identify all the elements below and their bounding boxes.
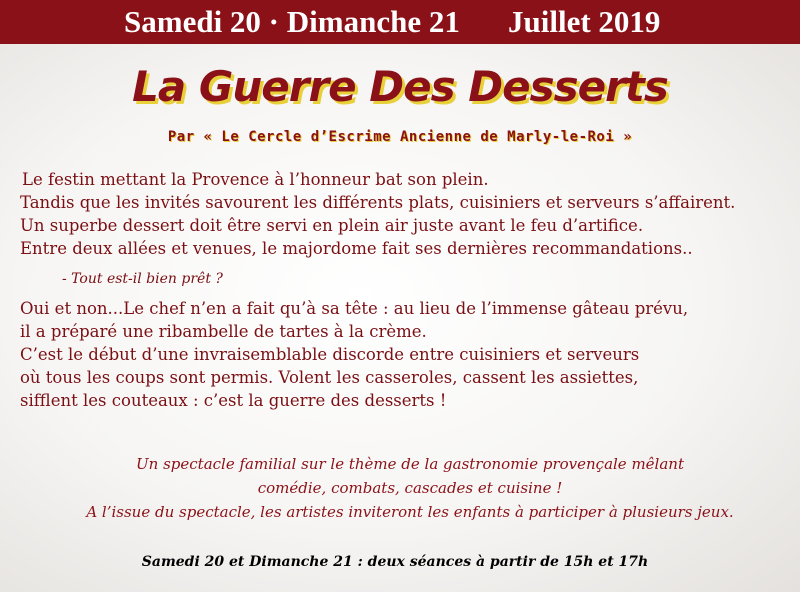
synopsis-line: C’est le début d’une invraisemblable discorde entre cuisiniers et serveurs [20,345,640,364]
synopsis-paragraph-2 [20,297,688,412]
organizer-subtitle: Par « Le Cercle d’Escrime Ancienne de Marly-le-Roi » [167,129,633,145]
majordome-quote: - Tout est-il bien prêt ? [62,271,223,287]
schedule-line: Samedi 20 et Dimanche 21 : deux séances à partir de 15h et 17h [141,554,649,570]
synopsis-line: sifflent les couteaux : c’est la guerre des desserts ! [20,391,447,410]
info-line: comédie, combats, cascades et cuisine ! [257,479,563,497]
synopsis-line: il a préparé une ribambelle de tartes à la crème. [20,322,427,341]
synopsis-line: Tandis que les invités savourent les différents plats, cuisiniers et serveurs s’affairent. [20,193,736,212]
synopsis-line: Le festin mettant la Provence à l’honneur bat son plein. [22,170,489,189]
synopsis-line: où tous les coups sont permis. Volent les casseroles, cassent les assiettes, [20,368,639,387]
show-title: La Guerre Des Desserts [132,62,668,111]
banner-month: Juillet 2019 [508,4,661,39]
synopsis-line: Oui et non...Le chef n’en a fait qu’à sa tête : au lieu de l’immense gâteau prévu, [20,299,689,318]
synopsis-paragraph-1 [20,168,735,260]
show-info-block [0,452,800,524]
info-line: A l’issue du spectacle, les artistes inviteront les enfants à participer à plusieurs jeux. [86,503,734,521]
date-banner [0,0,800,44]
info-line: Un spectacle familial sur le thème de la gastronomie provençale mêlant [136,455,684,473]
synopsis-line: Entre deux allées et venues, le majordome fait ses dernières recommandations.. [20,239,693,258]
synopsis-line: Un superbe dessert doit être servi en plein air juste avant le feu d’artifice. [20,216,644,235]
banner-dates: Samedi 20 · Dimanche 21 [124,4,460,39]
